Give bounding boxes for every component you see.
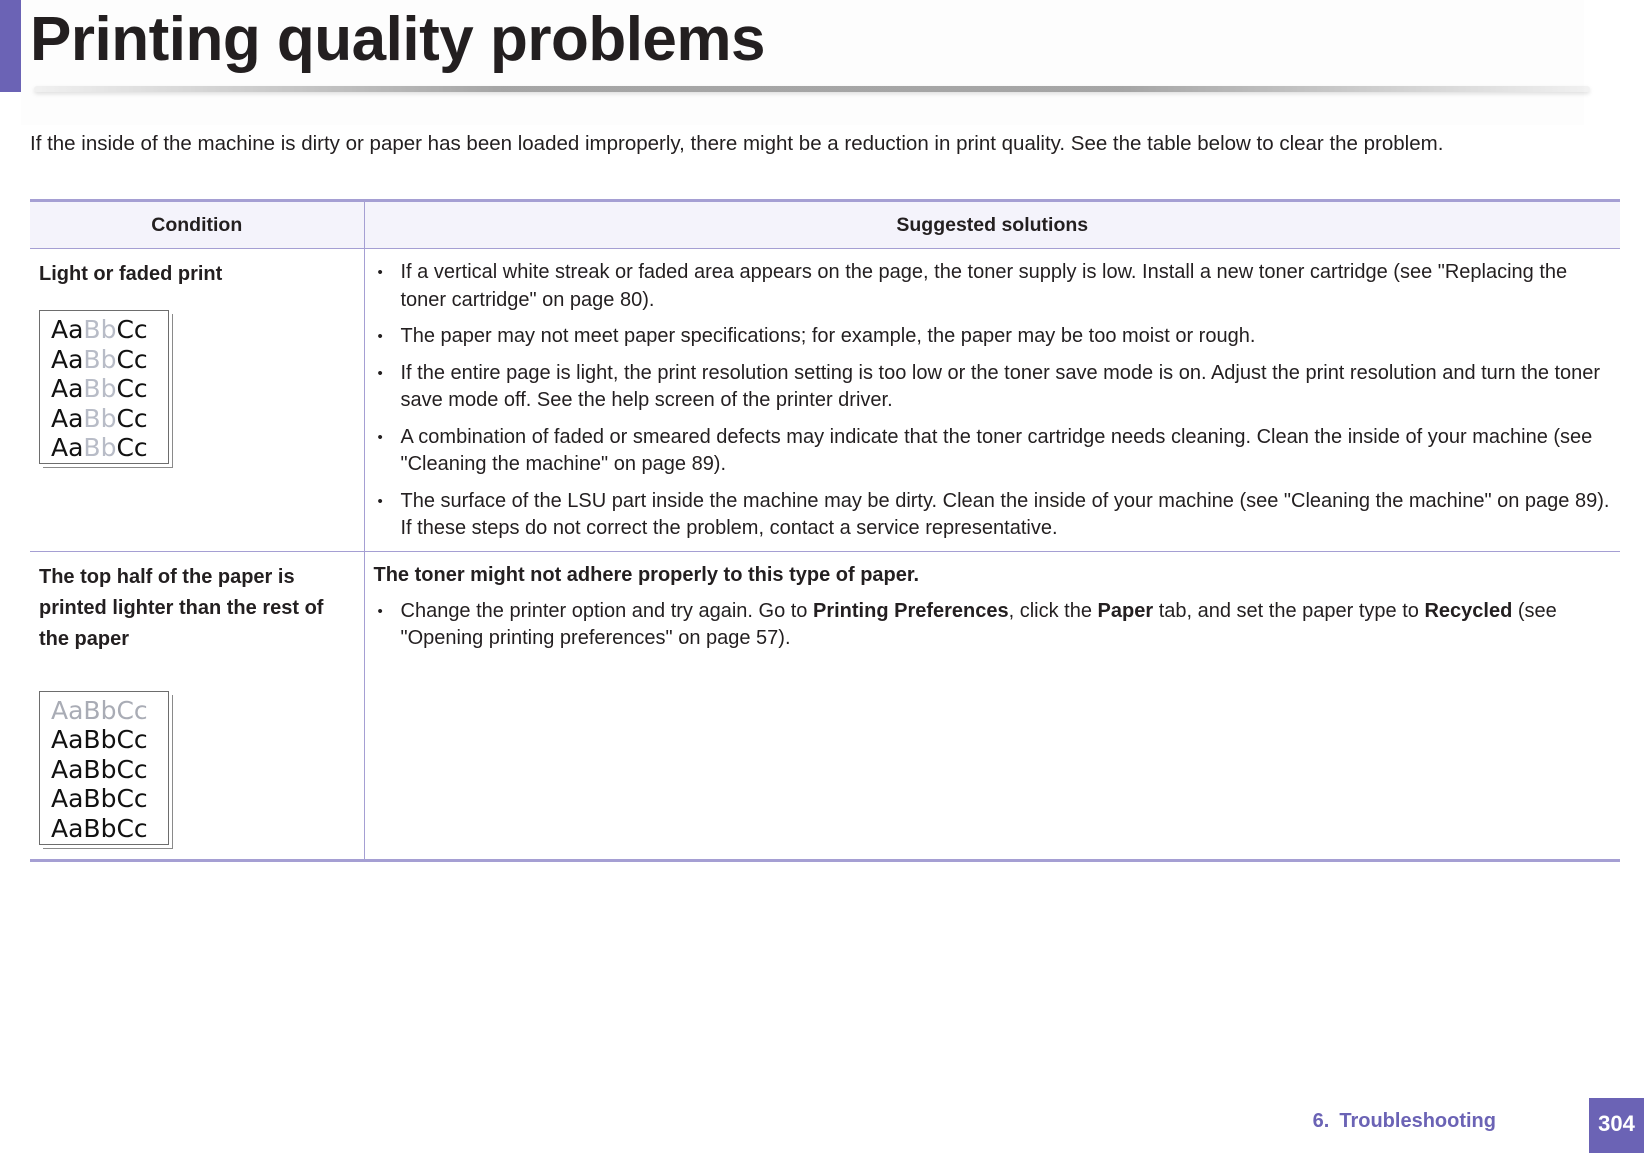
condition-label: Light or faded print <box>39 263 223 285</box>
bullet-icon: • <box>377 602 383 620</box>
top-half-light-sample-image <box>39 691 169 845</box>
condition-cell <box>30 249 364 552</box>
table-header-row <box>30 201 1620 249</box>
sample-line: AaBbCc <box>51 374 148 403</box>
table-row <box>30 551 1620 860</box>
sample-line: AaBbCc <box>51 784 148 813</box>
chapter-title: Troubleshooting <box>1339 1110 1496 1132</box>
solutions-cell <box>364 249 1620 552</box>
solutions-column-header: Suggested solutions <box>364 201 1620 249</box>
sample-line: AaBbCc <box>51 695 148 725</box>
footer-chapter <box>1313 1110 1496 1133</box>
condition-label: The top half of the paper is printed lighter than the rest of the paper <box>39 565 324 650</box>
paper-tab-term: Paper <box>1097 599 1154 622</box>
page-title: Printing quality problems <box>30 5 766 74</box>
bullet-icon: • <box>377 328 383 345</box>
solutions-list <box>374 598 1612 653</box>
bullet-icon: • <box>377 428 383 446</box>
bullet-icon: • <box>377 264 383 281</box>
title-accent-bar <box>0 0 21 92</box>
printing-preferences-term: Printing Preferences <box>813 599 1009 622</box>
sample-line: AaBbCc <box>51 344 148 374</box>
sample-line: AaBbCc <box>51 403 148 433</box>
sample-line: AaBbCc <box>51 433 148 462</box>
table-row <box>30 249 1620 552</box>
bullet-icon: • <box>377 364 383 382</box>
solutions-cell <box>364 551 1620 860</box>
condition-column-header: Condition <box>30 201 364 249</box>
list-item: • The paper may not meet paper specifications; for example, the paper may be too moist or rough. <box>374 323 1612 351</box>
recycled-term: Recycled <box>1424 599 1513 622</box>
bullet-icon: • <box>377 492 383 510</box>
solutions-list <box>374 259 1612 543</box>
condition-cell <box>30 551 364 860</box>
faded-print-sample-image <box>39 310 169 464</box>
list-item: • The surface of the LSU part inside the machine may be dirty. Clean the inside of your machine (see "Cleaning the machine" on page 89). If these steps do not correct the problem, contact a service representative. <box>377 489 1610 539</box>
sample-line: AaBbCc <box>51 754 148 784</box>
solution-lead: The toner might not adhere properly to this type of paper. <box>373 563 920 586</box>
sample-line: AaBbCc <box>51 725 148 754</box>
chapter-number: 6. <box>1312 1110 1330 1132</box>
list-item: • If the entire page is light, the print resolution setting is too low or the toner save mode is on. Adjust the print resolution and turn the toner save mode off. See the help screen of the printer driver. <box>377 361 1601 411</box>
list-item: • Change the printer option and try again. Go to Printing Preferences, click the Paper tab, and set the paper type to Recycled (see "Opening printing preferences" on page 57). <box>377 599 1557 649</box>
intro-paragraph: If the inside of the machine is dirty or paper has been loaded improperly, there might be a reduction in print quality. See the table below to clear the problem. <box>30 132 1444 155</box>
print-quality-table <box>30 199 1620 862</box>
sample-line: AaBbCc <box>51 813 148 843</box>
list-item: • If a vertical white streak or faded area appears on the page, the toner supply is low. Install a new toner cartridge (see "Replacing the toner cartridge" on page 80). <box>377 261 1568 311</box>
sample-line: AaBbCc <box>51 315 148 344</box>
title-underline <box>34 86 1590 92</box>
page-number-badge: 304 <box>1589 1098 1644 1153</box>
list-item: • A combination of faded or smeared defects may indicate that the toner cartridge needs cleaning. Clean the inside of your machine (see "Cleaning the machine" on page 89). <box>377 425 1593 475</box>
